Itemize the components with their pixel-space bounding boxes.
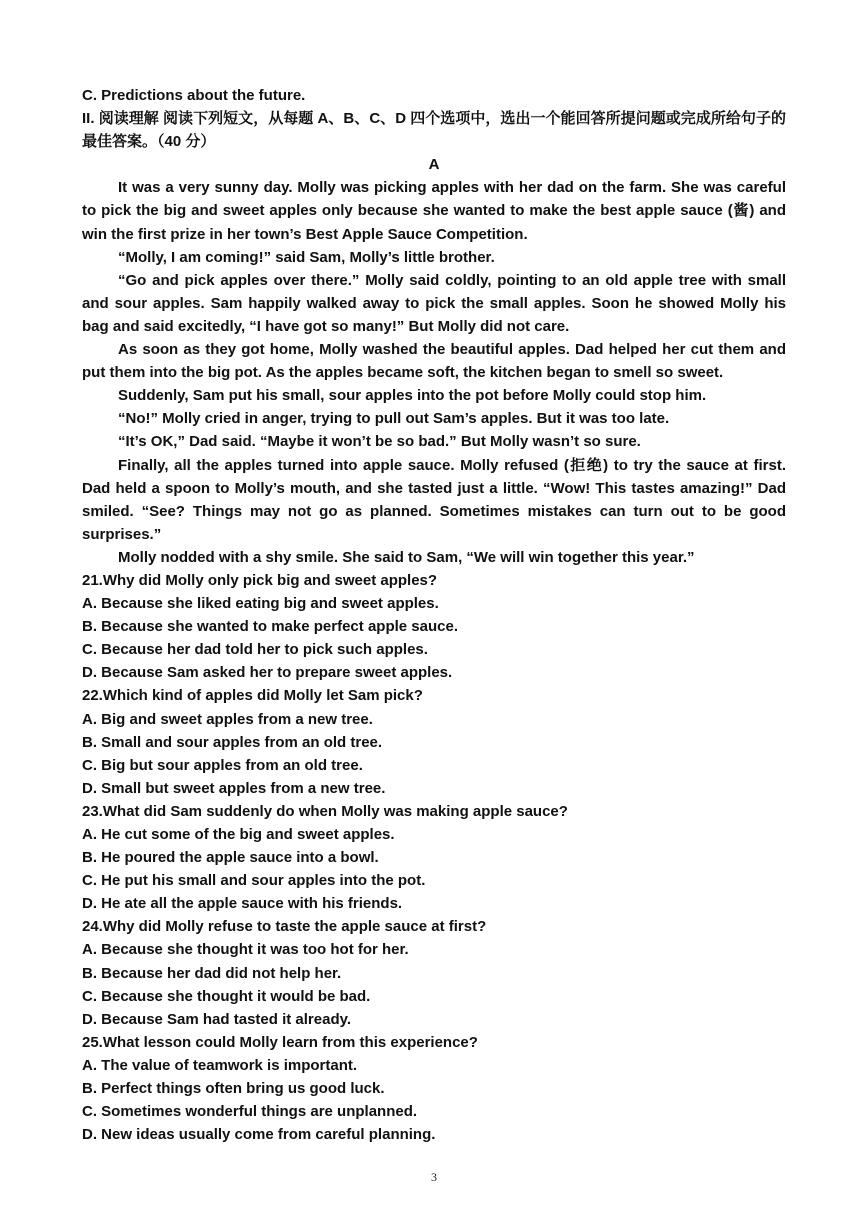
question-24: [82, 915, 786, 1030]
option-c: C. Because her dad told her to pick such apples.: [82, 641, 428, 659]
option-b: B. He poured the apple sauce into a bowl.: [82, 849, 379, 867]
document-page: [82, 84, 786, 1146]
passage-paragraph: Finally, all the apples turned into apple sauce. Molly refused (拒绝) to try the sauce at first. Dad held a spoon to Molly’s mouth, and she tasted just a little. “Wow! This tastes amazing!” Dad smiled. “See? Things may not go as planned. Sometimes mistakes can turn out to be good surprises.”: [82, 456, 786, 543]
passage-paragraph: Molly nodded with a shy smile. She said to Sam, “We will win together this year.”: [118, 548, 695, 566]
passage-paragraph: As soon as they got home, Molly washed the beautiful apples. Dad helped her cut them and put them into the big pot. As the apples became soft, the kitchen began to smell so sweet.: [82, 341, 786, 382]
option-c: C. He put his small and sour apples into the pot.: [82, 872, 426, 890]
section-header: II. 阅读理解 阅读下列短文，从每题 A、B、C、D 四个选项中，选出一个能回答所提问题或完成所给句子的最佳答案。（40 分）: [82, 110, 786, 151]
question-23: [82, 800, 786, 915]
passage-paragraph: “It’s OK,” Dad said. “Maybe it won’t be so bad.” But Molly wasn’t so sure.: [118, 433, 641, 451]
passage-paragraph: “Molly, I am coming!” said Sam, Molly’s little brother.: [118, 248, 495, 266]
page-number: 3: [431, 1170, 437, 1184]
passage-paragraph: It was a very sunny day. Molly was picking apples with her dad on the farm. She was careful to pick the big and sweet apples only because she wanted to make the best apple sauce (酱) and win the first prize in her town’s Best Apple Sauce Competition.: [82, 179, 786, 243]
passage-paragraph: “No!” Molly cried in anger, trying to pull out Sam’s apples. But it was too late.: [118, 410, 670, 428]
question-22: [82, 684, 786, 799]
option-a: A. Because she liked eating big and sweet apples.: [82, 595, 439, 613]
option-c: C. Big but sour apples from an old tree.: [82, 756, 363, 774]
option-d: D. Small but sweet apples from a new tree.: [82, 779, 386, 797]
question-21: [82, 569, 786, 684]
option-b: B. Because she wanted to make perfect apple sauce.: [82, 618, 458, 636]
option-a: A. Big and sweet apples from a new tree.: [82, 710, 373, 728]
option-b: B. Because her dad did not help her.: [82, 964, 342, 982]
option-d: D. New ideas usually come from careful planning.: [82, 1126, 436, 1144]
passage-paragraph: Suddenly, Sam put his small, sour apples into the pot before Molly could stop him.: [118, 387, 707, 405]
passage: [82, 176, 786, 569]
passage-label: A: [428, 156, 440, 174]
question-text: 22.Which kind of apples did Molly let Sam pick?: [82, 687, 423, 705]
passage-paragraph: “Go and pick apples over there.” Molly said coldly, pointing to an old apple tree with small and sour apples. Sam happily walked away to pick the small apples. Soon he showed Molly his bag and said excitedly, “I have got so many!” But Molly did not care.: [82, 271, 786, 335]
option-b: B. Small and sour apples from an old tree.: [82, 733, 383, 751]
option-a: A. He cut some of the big and sweet apples.: [82, 826, 395, 843]
option-d: D. Because Sam had tasted it already.: [82, 1010, 351, 1028]
option-a: A. Because she thought it was too hot for her.: [82, 941, 409, 959]
question-25: [82, 1031, 786, 1146]
option-d: D. He ate all the apple sauce with his friends.: [82, 895, 403, 913]
option-d: D. Because Sam asked her to prepare sweet apples.: [82, 664, 453, 682]
option-c: C. Sometimes wonderful things are unplanned.: [82, 1103, 418, 1121]
question-text: 21.Why did Molly only pick big and sweet apples?: [82, 571, 438, 589]
question-text: 25.What lesson could Molly learn from this experience?: [82, 1033, 478, 1051]
option-b: B. Perfect things often bring us good luck.: [82, 1080, 385, 1098]
option-c: C. Because she thought it would be bad.: [82, 987, 371, 1005]
option-a: A. The value of teamwork is important.: [82, 1056, 358, 1074]
question-text: 23.What did Sam suddenly do when Molly was making apple sauce?: [82, 802, 568, 820]
prev-option-line: C. Predictions about the future.: [82, 87, 306, 104]
question-text: 24.Why did Molly refuse to taste the apple sauce at first?: [82, 918, 487, 936]
